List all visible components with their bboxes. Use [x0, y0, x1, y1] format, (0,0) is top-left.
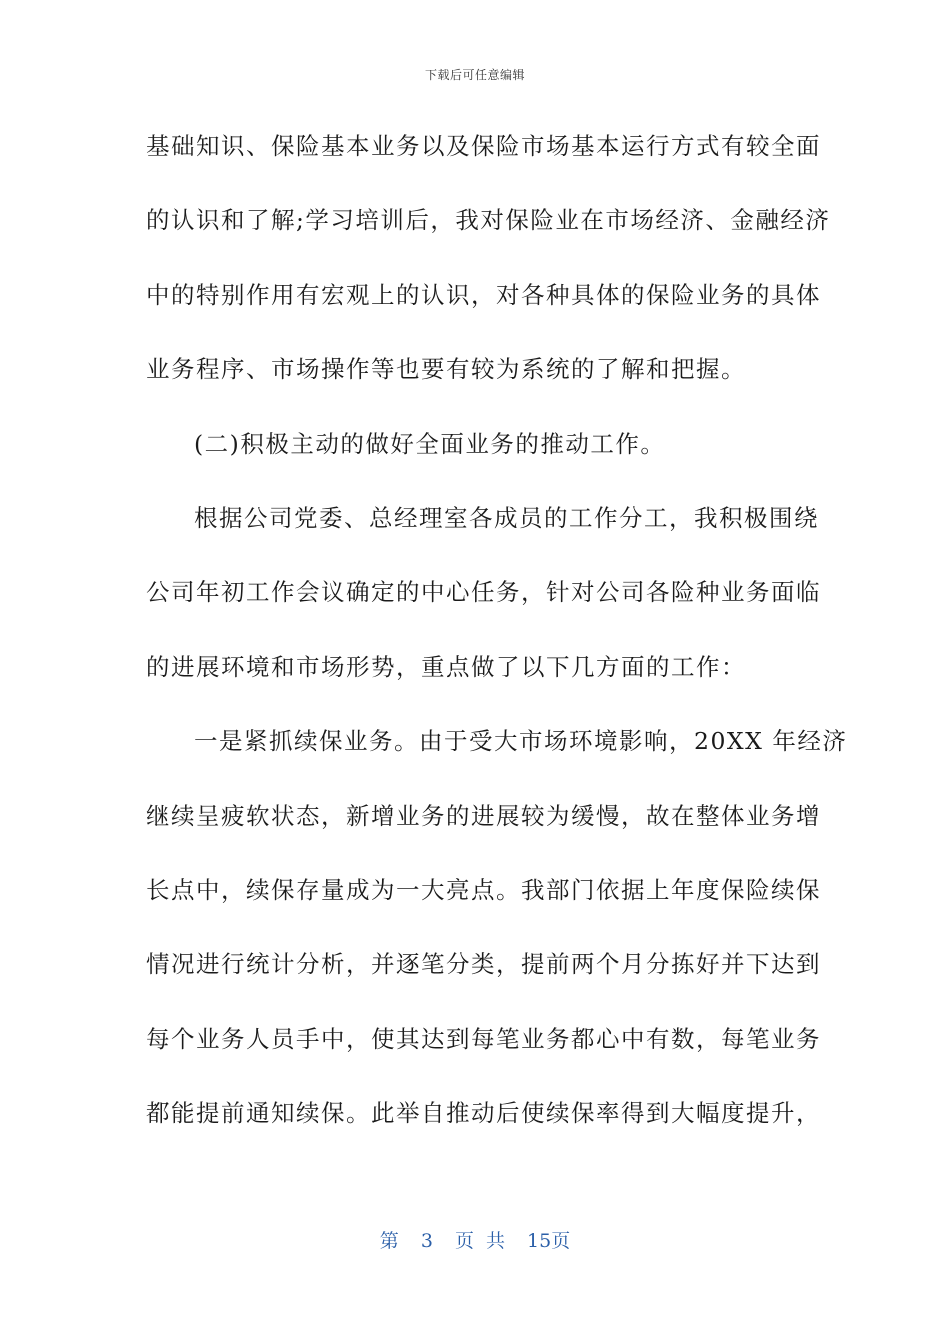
document-body [146, 126, 848, 1167]
footer-prefix: 第 [379, 1230, 399, 1252]
text-line: 每个业务人员手中，使其达到每笔业务都心中有数，每笔业务 [146, 1024, 821, 1053]
text-line: 基础知识、保险基本业务以及保险市场基本运行方式有较全面 [146, 132, 821, 160]
section-heading: (二)积极主动的做好全面业务的推动工作。 [194, 429, 666, 458]
text-line: 一是紧抓续保业务。由于受大市场环境影响，20XX 年经济 [194, 727, 848, 756]
text-line: 继续呈疲软状态，新增业务的进展较为缓慢，故在整体业务增 [146, 801, 821, 830]
text-line: 的认识和了解;学习培训后，我对保险业在市场经济、金融经济 [146, 206, 831, 235]
total-pages: 15页 [527, 1230, 571, 1252]
text-line: 业务程序、市场操作等也要有较为系统的了解和把握。 [146, 355, 746, 384]
page-header-note: 下载后可任意编辑 [424, 68, 525, 82]
text-line: 都能提前通知续保。此举自推动后使续保率得到大幅度提升， [146, 1099, 821, 1128]
text-line: 公司年初工作会议确定的中心任务，针对公司各险种业务面临 [146, 578, 821, 607]
footer-middle: 页 共 [454, 1230, 505, 1252]
current-page-number: 3 [420, 1230, 433, 1252]
text-line: 的进展环境和市场形势，重点做了以下几方面的工作： [146, 652, 746, 681]
text-line: 中的特别作用有宏观上的认识，对各种具体的保险业务的具体 [146, 280, 821, 309]
page-number-footer [0, 1226, 950, 1253]
text-line: 长点中，续保存量成为一大亮点。我部门依据上年度保险续保 [146, 875, 821, 904]
text-line: 根据公司党委、总经理室各成员的工作分工，我积极围绕 [194, 503, 819, 532]
text-line: 情况进行统计分析，并逐笔分类，提前两个月分拣好并下达到 [146, 950, 821, 979]
